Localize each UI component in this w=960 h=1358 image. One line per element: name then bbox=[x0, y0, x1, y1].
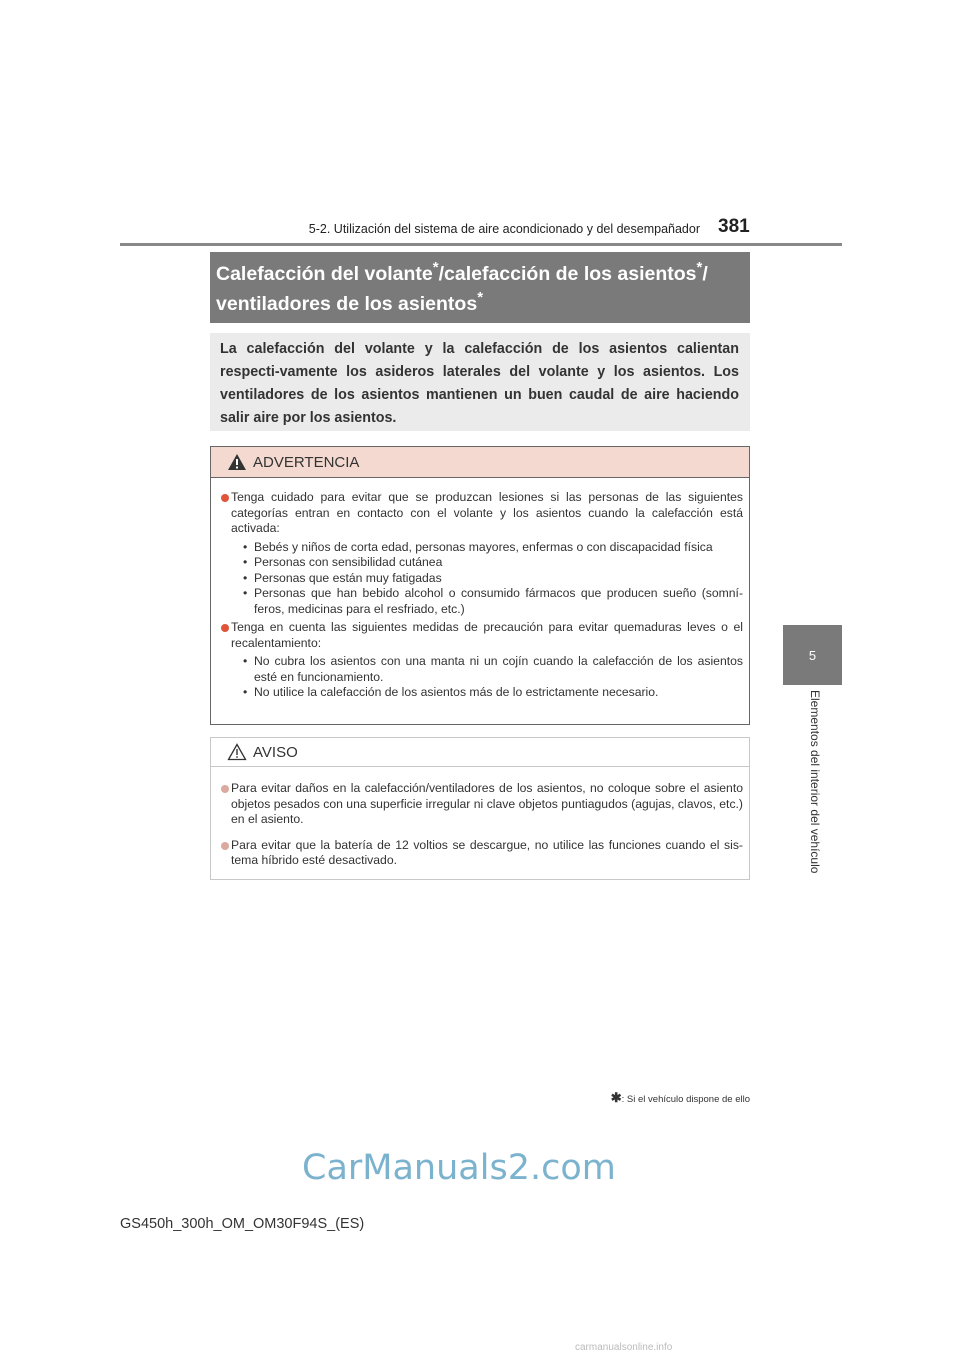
warning-header bbox=[211, 447, 749, 478]
warning-label: ADVERTENCIA bbox=[253, 453, 360, 471]
warning-triangle-icon bbox=[227, 453, 247, 471]
warning-subitem: • Bebés y niños de corta edad, personas mayores, enfermas o con discapacidad física bbox=[243, 539, 713, 554]
warning-subitem: • Personas que están muy fatigadas bbox=[243, 570, 442, 585]
bullet-dot-icon bbox=[221, 785, 229, 793]
warning-subitem: • No cubra los asientos con una manta ni un cojín cuando la calefacción de los asientos esté en funcionamiento. bbox=[243, 654, 743, 684]
asterisk-icon: ✱ bbox=[610, 1090, 622, 1105]
warning-box bbox=[210, 446, 750, 725]
bullet-dot-icon bbox=[221, 624, 229, 632]
caution-label: AVISO bbox=[253, 743, 298, 761]
warning-item: Tenga en cuenta las siguientes medidas de precaución para evitar quemaduras leves o el recalentamiento: • No cubra los asientos con una manta ni un cojín cuando la calefacción de los asientos esté en funcionamiento. • No utilice la calefacción de los asientos más de lo estrictamente necesario. bbox=[221, 620, 743, 701]
header-rule bbox=[120, 243, 842, 246]
running-header: 5-2. Utilización del sistema de aire acondicionado y del desempañador bbox=[308, 222, 700, 236]
chapter-number: 5 bbox=[808, 647, 817, 663]
intro-paragraph: La calefacción del volante y la calefacción de los asientos calientan respecti-vamente los asideros laterales del volante y los asientos. Los ventiladores de los asientos mantienen un buen caudal de aire haciendo salir aire por los asientos. bbox=[210, 333, 750, 431]
warning-subitem: • No utilice la calefacción de los asientos más de lo estrictamente necesario. bbox=[243, 685, 659, 699]
section-title: Calefacción del volante*/calefacción de los asientos*/ ventiladores de los asientos* bbox=[210, 252, 750, 323]
caution-header bbox=[211, 738, 749, 767]
caution-item: Para evitar daños en la calefacción/ventiladores de los asientos, no coloque sobre el asiento objetos pesados con una superficie irregular ni clave objetos puntiagudos (agujas, clavos, etc.) en el asiento. bbox=[221, 781, 743, 828]
chapter-tab bbox=[783, 625, 842, 685]
warning-subitem: • Personas con sensibilidad cutánea bbox=[243, 555, 443, 569]
document-code: GS450h_300h_OM_OM30F94S_(ES) bbox=[120, 1216, 365, 1232]
bullet-dot-icon bbox=[221, 842, 229, 850]
asterisk-icon: * bbox=[477, 289, 484, 306]
footnote: ✱: Si el vehículo dispone de ello bbox=[610, 1090, 750, 1105]
watermark-text: carmanualsonline.info bbox=[575, 1342, 673, 1353]
page-number: 381 bbox=[718, 216, 750, 237]
watermark-logo: CarManuals2.com bbox=[302, 1148, 616, 1188]
caution-triangle-icon bbox=[227, 743, 247, 761]
caution-item: Para evitar que la batería de 12 voltios se descargue, no utilice las funciones cuando el sis-tema híbrido esté desactivado. bbox=[221, 838, 743, 869]
warning-subitem: • Personas que han bebido alcohol o consumido fármacos que producen sueño (somní-feros, medicinas para el resfriado, etc.) bbox=[243, 586, 743, 616]
asterisk-icon: * bbox=[432, 259, 439, 276]
asterisk-icon: * bbox=[696, 259, 703, 276]
warning-item: Tenga cuidado para evitar que se produzcan lesiones si las personas de las siguientes categorías entran en contacto con el volante y los asientos cuando la calefacción está activada: • Bebés y niños de corta edad, personas mayores, enfermas o con discapacidad física • Personas con sensibilidad cutánea • Personas que están muy fatigadas • Personas que han bebido alcohol o consumido fármacos que producen sueño (somní-feros, medicinas para el resfriado, etc.) bbox=[221, 490, 743, 617]
caution-box bbox=[210, 737, 750, 880]
chapter-label: Elementos del interior del vehículo bbox=[808, 690, 822, 874]
bullet-dot-icon bbox=[221, 494, 229, 502]
